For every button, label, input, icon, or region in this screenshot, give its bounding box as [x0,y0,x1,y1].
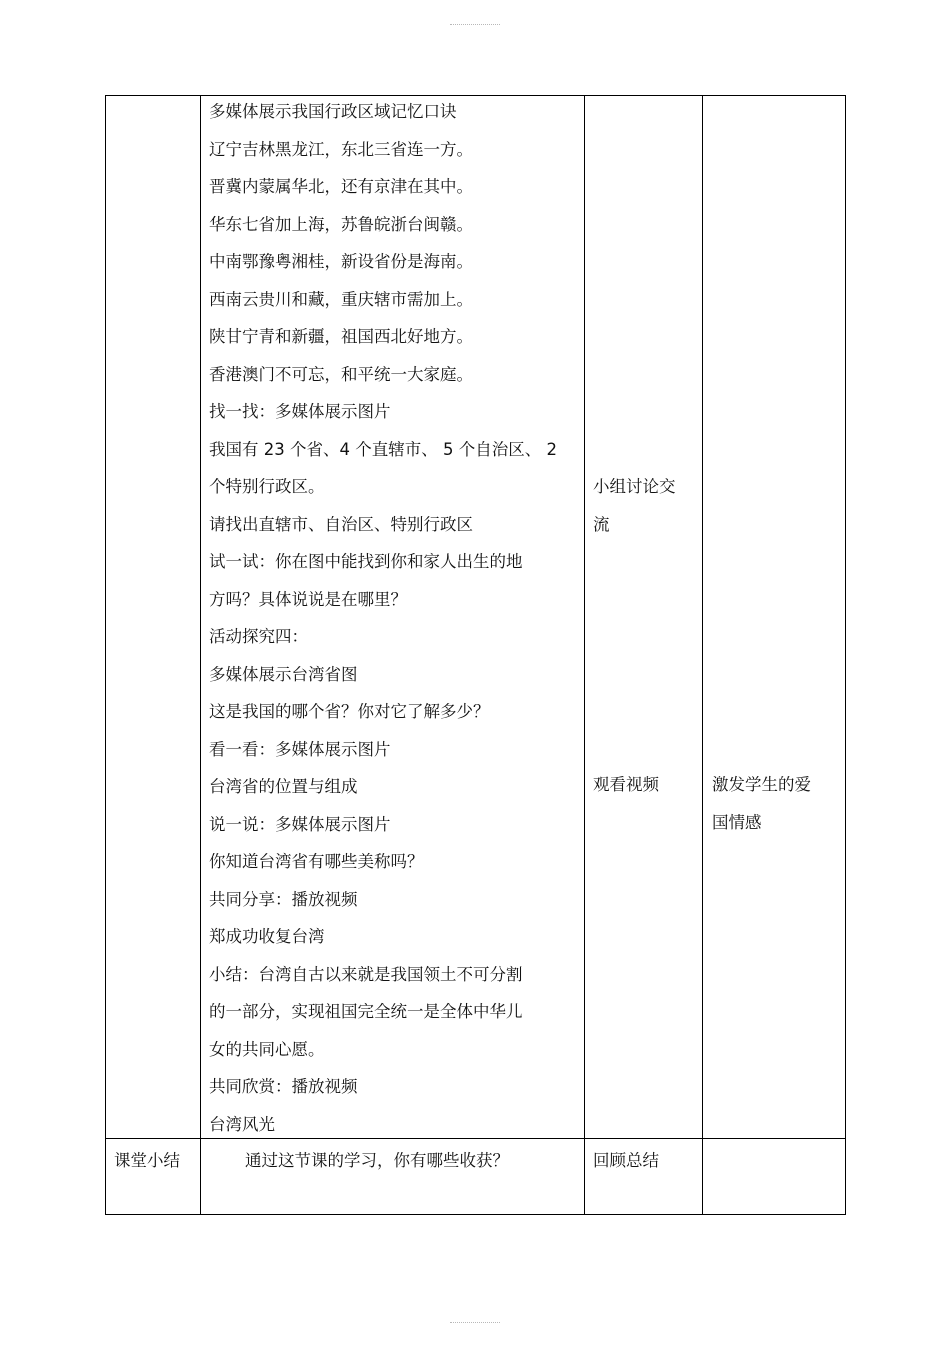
lesson-plan-table [105,95,846,1215]
summary-content: 通过这节课的学习，你有哪些收获？ [245,1151,509,1170]
phase-label: 课堂小结 [114,1151,180,1170]
activity-line: 小组讨论交 [593,477,676,496]
content-line: 看一看：多媒体展示图片 [209,739,391,759]
content-line: 找一找：多媒体展示图片 [209,402,391,421]
activity-line: 流 [593,514,610,534]
content-line: 小结：台湾自古以来就是我国领土不可分割 [209,964,523,984]
table-border-right [845,95,846,1215]
content-line: 郑成功收复台湾 [209,927,325,946]
content-line: 我国有 23 个省、4 个直辖市、 5 个自治区、 2 [209,439,557,459]
table-border-bottom [105,1214,846,1215]
content-line: 这是我国的哪个省？你对它了解多少？ [209,702,490,721]
content-line: 台湾风光 [209,1114,275,1134]
content-line: 女的共同心愿。 [209,1039,325,1059]
content-line: 中南鄂豫粤湘桂，新设省份是海南。 [209,252,473,271]
content-line: 香港澳门不可忘，和平统一大家庭。 [209,364,473,384]
content-line: 试一试：你在图中能找到你和家人出生的地 [209,552,523,571]
content-line: 个特别行政区。 [209,477,325,496]
page-header-mark [450,24,500,25]
intent-line: 激发学生的爱 [712,775,811,794]
content-line: 的一部分，实现祖国完全统一是全体中华儿 [209,1002,523,1021]
intent-line: 国情感 [712,812,762,832]
student-activity-cell [593,468,676,543]
content-line: 多媒体展示我国行政区域记忆口诀 [209,102,457,121]
content-line: 辽宁吉林黑龙江，东北三省连一方。 [209,139,473,159]
content-line: 共同欣赏：播放视频 [209,1077,358,1096]
content-line: 说一说：多媒体展示图片 [209,814,391,834]
student-activity-cell [593,766,659,804]
content-line: 华东七省加上海，苏鲁皖浙台闽赣。 [209,214,473,234]
page-footer-mark [450,1322,500,1323]
content-line: 多媒体展示台湾省图 [209,664,358,684]
content-line: 方吗？具体说说是在哪里？ [209,589,407,609]
teaching-content-cell [209,93,557,1143]
table-border-left [105,95,106,1215]
content-line: 台湾省的位置与组成 [209,777,358,796]
content-line: 晋冀内蒙属华北，还有京津在其中。 [209,177,473,196]
content-line: 请找出直辖市、自治区、特别行政区 [209,514,473,534]
summary-activity: 回顾总结 [593,1151,659,1170]
column-divider [702,95,703,1215]
content-line: 西南云贵川和藏，重庆辖市需加上。 [209,289,473,309]
column-divider [584,95,585,1215]
design-intent-cell [712,766,811,841]
column-divider [200,95,201,1215]
content-line: 共同分享：播放视频 [209,889,358,909]
content-line: 陕甘宁青和新疆，祖国西北好地方。 [209,327,473,346]
activity-line: 观看视频 [593,775,659,794]
content-line: 你知道台湾省有哪些美称吗？ [209,852,424,871]
content-line: 活动探究四： [209,627,308,646]
